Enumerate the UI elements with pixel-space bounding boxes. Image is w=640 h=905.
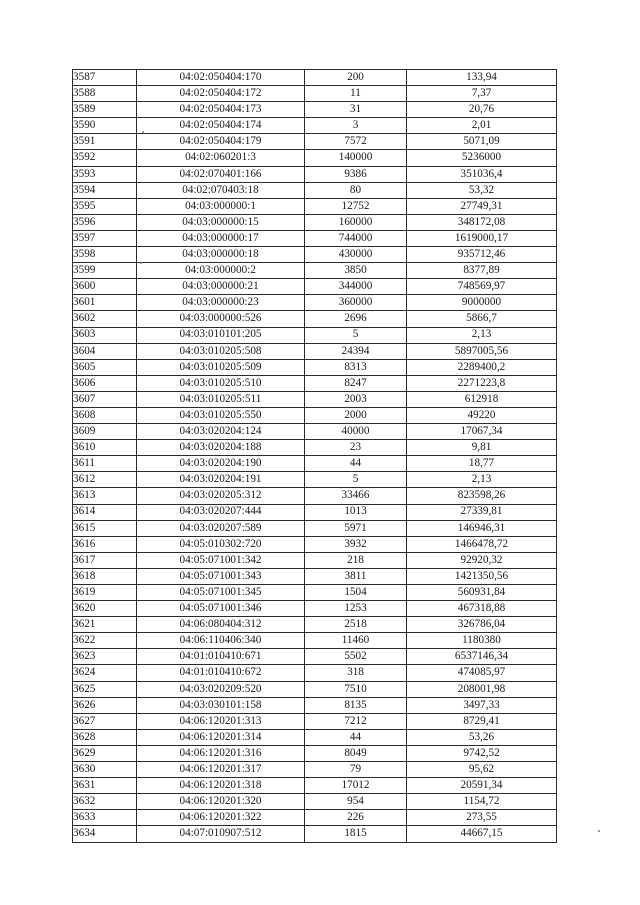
area-cell: 24394 — [305, 343, 407, 359]
cadastral-number-cell: 04:06:110406:340 — [137, 633, 305, 649]
area-cell: 1013 — [305, 504, 407, 520]
table-row — [73, 134, 557, 150]
cadastral-number-cell: 04:06:120201:320 — [137, 794, 305, 810]
value-cell: 935712,46 — [407, 247, 557, 263]
cadastral-number-cell: 04:03:010101:205 — [137, 327, 305, 343]
area-cell: 226 — [305, 810, 407, 826]
value-cell: 748569,97 — [407, 279, 557, 295]
area-cell: 44 — [305, 456, 407, 472]
cadastral-number-cell: 04:02:050404:174 — [137, 118, 305, 134]
cadastral-number-cell: 04:03:030101:158 — [137, 697, 305, 713]
table-row — [73, 472, 557, 488]
value-cell: 208001,98 — [407, 681, 557, 697]
area-cell: 11 — [305, 86, 407, 102]
area-cell: 2000 — [305, 407, 407, 423]
table-row — [73, 697, 557, 713]
cadastral-number-cell: 04:03:010205:509 — [137, 359, 305, 375]
row-number-cell: 3611 — [73, 456, 137, 472]
scan-speck — [142, 131, 144, 133]
table-row — [73, 488, 557, 504]
row-number-cell: 3604 — [73, 343, 137, 359]
cadastral-number-cell: 04:03:020207:444 — [137, 504, 305, 520]
table-row — [73, 745, 557, 761]
table-row — [73, 327, 557, 343]
cadastral-number-cell: 04:03:020204:191 — [137, 472, 305, 488]
table-row — [73, 230, 557, 246]
row-number-cell: 3629 — [73, 745, 137, 761]
table-row — [73, 407, 557, 423]
row-number-cell: 3610 — [73, 440, 137, 456]
area-cell: 5 — [305, 472, 407, 488]
table-row — [73, 391, 557, 407]
table-row — [73, 150, 557, 166]
value-cell: 133,94 — [407, 70, 557, 86]
table-row — [73, 247, 557, 263]
cadastral-number-cell: 04:02:050404:179 — [137, 134, 305, 150]
cadastral-number-cell: 04:03:000000:18 — [137, 247, 305, 263]
value-cell: 95,62 — [407, 762, 557, 778]
area-cell: 44 — [305, 729, 407, 745]
value-cell: 5071,09 — [407, 134, 557, 150]
value-cell: 273,55 — [407, 810, 557, 826]
row-number-cell: 3625 — [73, 681, 137, 697]
area-cell: 9386 — [305, 166, 407, 182]
row-number-cell: 3630 — [73, 762, 137, 778]
row-number-cell: 3617 — [73, 552, 137, 568]
table-row — [73, 424, 557, 440]
area-cell: 33466 — [305, 488, 407, 504]
value-cell: 348172,08 — [407, 214, 557, 230]
row-number-cell: 3590 — [73, 118, 137, 134]
cadastral-number-cell: 04:06:120201:322 — [137, 810, 305, 826]
row-number-cell: 3603 — [73, 327, 137, 343]
table-row — [73, 440, 557, 456]
value-cell: 474085,97 — [407, 665, 557, 681]
area-cell: 11460 — [305, 633, 407, 649]
cadastral-number-cell: 04:03:010205:510 — [137, 375, 305, 391]
area-cell: 360000 — [305, 295, 407, 311]
value-cell: 27339,81 — [407, 504, 557, 520]
table-row — [73, 295, 557, 311]
value-cell: 17067,34 — [407, 424, 557, 440]
table-row — [73, 311, 557, 327]
row-number-cell: 3616 — [73, 536, 137, 552]
table-row — [73, 778, 557, 794]
cadastral-number-cell: 04:03:010205:550 — [137, 407, 305, 423]
cadastral-number-cell: 04:05:010302:720 — [137, 536, 305, 552]
row-number-cell: 3606 — [73, 375, 137, 391]
value-cell: 351036,4 — [407, 166, 557, 182]
area-cell: 5502 — [305, 649, 407, 665]
cadastral-number-cell: 04:02:070403:18 — [137, 182, 305, 198]
cadastral-number-cell: 04:03:020207:589 — [137, 520, 305, 536]
value-cell: 5866,7 — [407, 311, 557, 327]
row-number-cell: 3622 — [73, 633, 137, 649]
cadastral-number-cell: 04:01:010410:671 — [137, 649, 305, 665]
cadastral-number-cell: 04:01:010410:672 — [137, 665, 305, 681]
value-cell: 27749,31 — [407, 198, 557, 214]
row-number-cell: 3598 — [73, 247, 137, 263]
area-cell: 430000 — [305, 247, 407, 263]
row-number-cell: 3587 — [73, 70, 137, 86]
area-cell: 7572 — [305, 134, 407, 150]
area-cell: 1504 — [305, 585, 407, 601]
value-cell: 8729,41 — [407, 713, 557, 729]
row-number-cell: 3592 — [73, 150, 137, 166]
row-number-cell: 3627 — [73, 713, 137, 729]
cadastral-number-cell: 04:05:071001:346 — [137, 601, 305, 617]
row-number-cell: 3601 — [73, 295, 137, 311]
row-number-cell: 3595 — [73, 198, 137, 214]
row-number-cell: 3591 — [73, 134, 137, 150]
value-cell: 6537146,34 — [407, 649, 557, 665]
area-cell: 5 — [305, 327, 407, 343]
value-cell: 612918 — [407, 391, 557, 407]
value-cell: 7,37 — [407, 86, 557, 102]
cadastral-number-cell: 04:03:020204:188 — [137, 440, 305, 456]
table-row — [73, 536, 557, 552]
row-number-cell: 3615 — [73, 520, 137, 536]
row-number-cell: 3599 — [73, 263, 137, 279]
value-cell: 18,77 — [407, 456, 557, 472]
row-number-cell: 3624 — [73, 665, 137, 681]
row-number-cell: 3607 — [73, 391, 137, 407]
value-cell: 1619000,17 — [407, 230, 557, 246]
value-cell: 2289400,2 — [407, 359, 557, 375]
table-row — [73, 794, 557, 810]
table-row — [73, 568, 557, 584]
value-cell: 1466478,72 — [407, 536, 557, 552]
cadastral-number-cell: 04:02:050404:173 — [137, 102, 305, 118]
cadastral-number-cell: 04:03:010205:508 — [137, 343, 305, 359]
table-row — [73, 70, 557, 86]
cadastral-number-cell: 04:03:020209:520 — [137, 681, 305, 697]
area-cell: 1253 — [305, 601, 407, 617]
table-row — [73, 343, 557, 359]
value-cell: 8377,89 — [407, 263, 557, 279]
cadastral-number-cell: 04:03:000000:17 — [137, 230, 305, 246]
cadastral-number-cell: 04:07:010907:512 — [137, 826, 305, 842]
table-row — [73, 504, 557, 520]
cadastral-number-cell: 04:03:000000:2 — [137, 263, 305, 279]
table-row — [73, 617, 557, 633]
land-plots-table — [72, 69, 557, 843]
area-cell: 954 — [305, 794, 407, 810]
value-cell: 2,01 — [407, 118, 557, 134]
value-cell: 53,32 — [407, 182, 557, 198]
table-row — [73, 601, 557, 617]
cadastral-number-cell: 04:03:010205:511 — [137, 391, 305, 407]
value-cell: 49220 — [407, 407, 557, 423]
row-number-cell: 3608 — [73, 407, 137, 423]
cadastral-number-cell: 04:05:071001:343 — [137, 568, 305, 584]
value-cell: 1154,72 — [407, 794, 557, 810]
area-cell: 5971 — [305, 520, 407, 536]
value-cell: 20,76 — [407, 102, 557, 118]
area-cell: 3 — [305, 118, 407, 134]
table-row — [73, 118, 557, 134]
table-row — [73, 86, 557, 102]
row-number-cell: 3614 — [73, 504, 137, 520]
table-row — [73, 649, 557, 665]
area-cell: 2518 — [305, 617, 407, 633]
cadastral-number-cell: 04:03:000000:1 — [137, 198, 305, 214]
row-number-cell: 3621 — [73, 617, 137, 633]
table-row — [73, 665, 557, 681]
table-row — [73, 810, 557, 826]
area-cell: 8049 — [305, 745, 407, 761]
area-cell: 8135 — [305, 697, 407, 713]
area-cell: 79 — [305, 762, 407, 778]
row-number-cell: 3609 — [73, 424, 137, 440]
area-cell: 140000 — [305, 150, 407, 166]
cadastral-number-cell: 04:03:000000:15 — [137, 214, 305, 230]
row-number-cell: 3620 — [73, 601, 137, 617]
cadastral-number-cell: 04:03:020205:312 — [137, 488, 305, 504]
row-number-cell: 3631 — [73, 778, 137, 794]
cadastral-number-cell: 04:06:120201:313 — [137, 713, 305, 729]
row-number-cell: 3619 — [73, 585, 137, 601]
scan-speck — [598, 830, 600, 832]
value-cell: 823598,26 — [407, 488, 557, 504]
value-cell: 3497,33 — [407, 697, 557, 713]
row-number-cell: 3634 — [73, 826, 137, 842]
cadastral-number-cell: 04:03:000000:23 — [137, 295, 305, 311]
value-cell: 2,13 — [407, 327, 557, 343]
row-number-cell: 3613 — [73, 488, 137, 504]
row-number-cell: 3602 — [73, 311, 137, 327]
row-number-cell: 3605 — [73, 359, 137, 375]
area-cell: 23 — [305, 440, 407, 456]
value-cell: 146946,31 — [407, 520, 557, 536]
area-cell: 7510 — [305, 681, 407, 697]
table-row — [73, 520, 557, 536]
row-number-cell: 3597 — [73, 230, 137, 246]
table-row — [73, 263, 557, 279]
table-row — [73, 456, 557, 472]
area-cell: 344000 — [305, 279, 407, 295]
value-cell: 1180380 — [407, 633, 557, 649]
value-cell: 2271223,8 — [407, 375, 557, 391]
table-row — [73, 198, 557, 214]
table-row — [73, 826, 557, 842]
value-cell: 2,13 — [407, 472, 557, 488]
table-row — [73, 585, 557, 601]
value-cell: 5236000 — [407, 150, 557, 166]
value-cell: 9,81 — [407, 440, 557, 456]
value-cell: 9742,52 — [407, 745, 557, 761]
table-row — [73, 166, 557, 182]
cadastral-number-cell: 04:02:070401:166 — [137, 166, 305, 182]
area-cell: 7212 — [305, 713, 407, 729]
row-number-cell: 3633 — [73, 810, 137, 826]
area-cell: 40000 — [305, 424, 407, 440]
table-row — [73, 102, 557, 118]
cadastral-number-cell: 04:03:000000:526 — [137, 311, 305, 327]
value-cell: 326786,04 — [407, 617, 557, 633]
area-cell: 200 — [305, 70, 407, 86]
row-number-cell: 3594 — [73, 182, 137, 198]
scan-speck — [140, 262, 142, 264]
area-cell: 31 — [305, 102, 407, 118]
area-cell: 1815 — [305, 826, 407, 842]
area-cell: 80 — [305, 182, 407, 198]
cadastral-number-cell: 04:06:120201:318 — [137, 778, 305, 794]
cadastral-number-cell: 04:03:020204:124 — [137, 424, 305, 440]
area-cell: 2696 — [305, 311, 407, 327]
row-number-cell: 3596 — [73, 214, 137, 230]
value-cell: 92920,32 — [407, 552, 557, 568]
cadastral-number-cell: 04:02:060201:3 — [137, 150, 305, 166]
cadastral-number-cell: 04:02:050404:172 — [137, 86, 305, 102]
table-row — [73, 552, 557, 568]
table-row — [73, 681, 557, 697]
value-cell: 1421350,56 — [407, 568, 557, 584]
table-row — [73, 713, 557, 729]
table-row — [73, 762, 557, 778]
cadastral-number-cell: 04:05:071001:342 — [137, 552, 305, 568]
row-number-cell: 3600 — [73, 279, 137, 295]
row-number-cell: 3618 — [73, 568, 137, 584]
table-row — [73, 182, 557, 198]
area-cell: 160000 — [305, 214, 407, 230]
area-cell: 3811 — [305, 568, 407, 584]
cadastral-number-cell: 04:03:000000:21 — [137, 279, 305, 295]
value-cell: 467318,88 — [407, 601, 557, 617]
row-number-cell: 3593 — [73, 166, 137, 182]
area-cell: 3850 — [305, 263, 407, 279]
table-row — [73, 633, 557, 649]
cadastral-number-cell: 04:03:020204:190 — [137, 456, 305, 472]
area-cell: 744000 — [305, 230, 407, 246]
value-cell: 560931,84 — [407, 585, 557, 601]
area-cell: 318 — [305, 665, 407, 681]
row-number-cell: 3589 — [73, 102, 137, 118]
table-row — [73, 375, 557, 391]
area-cell: 17012 — [305, 778, 407, 794]
value-cell: 53,26 — [407, 729, 557, 745]
row-number-cell: 3588 — [73, 86, 137, 102]
area-cell: 8247 — [305, 375, 407, 391]
table-row — [73, 279, 557, 295]
row-number-cell: 3632 — [73, 794, 137, 810]
table-body — [73, 70, 557, 843]
area-cell: 3932 — [305, 536, 407, 552]
cadastral-number-cell: 04:06:120201:317 — [137, 762, 305, 778]
value-cell: 44667,15 — [407, 826, 557, 842]
area-cell: 12752 — [305, 198, 407, 214]
area-cell: 2003 — [305, 391, 407, 407]
value-cell: 5897005,56 — [407, 343, 557, 359]
row-number-cell: 3612 — [73, 472, 137, 488]
table-row — [73, 359, 557, 375]
cadastral-number-cell: 04:06:080404:312 — [137, 617, 305, 633]
cadastral-number-cell: 04:02:050404:170 — [137, 70, 305, 86]
cadastral-number-cell: 04:06:120201:316 — [137, 745, 305, 761]
table-row — [73, 214, 557, 230]
row-number-cell: 3628 — [73, 729, 137, 745]
value-cell: 20591,34 — [407, 778, 557, 794]
cadastral-number-cell: 04:05:071001:345 — [137, 585, 305, 601]
area-cell: 218 — [305, 552, 407, 568]
value-cell: 9000000 — [407, 295, 557, 311]
area-cell: 8313 — [305, 359, 407, 375]
row-number-cell: 3626 — [73, 697, 137, 713]
table-row — [73, 729, 557, 745]
cadastral-number-cell: 04:06:120201:314 — [137, 729, 305, 745]
row-number-cell: 3623 — [73, 649, 137, 665]
